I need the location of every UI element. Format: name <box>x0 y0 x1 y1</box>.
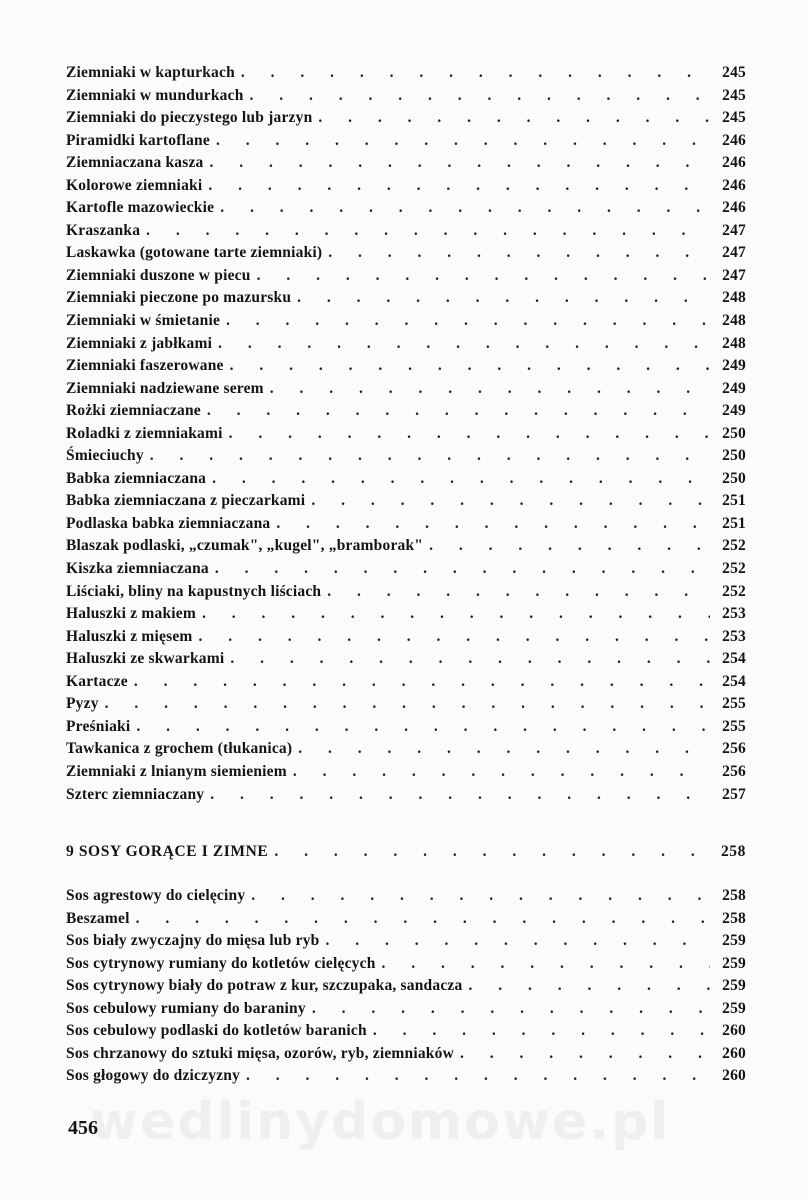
toc-entry-page: 248 <box>722 334 746 352</box>
toc-entry <box>66 513 746 536</box>
toc-entry-title: Sos cebulowy podlaski do kotletów baranich <box>66 1022 367 1040</box>
toc-entry-title: Blaszak podlaski, „czumak", „kugel", „bramborak" <box>66 537 424 555</box>
toc-entry-title: Ziemniaki pieczone po mazursku <box>66 289 292 307</box>
toc-entry-page: 249 <box>722 357 746 375</box>
toc-entry <box>66 953 746 976</box>
toc-entry-page: 249 <box>722 379 746 397</box>
leader-dots <box>250 85 710 108</box>
toc-entry-title: Kolorowe ziemniaki <box>66 176 203 194</box>
leader-dots <box>460 1043 710 1066</box>
toc-entry <box>66 287 746 310</box>
leader-dots <box>208 175 710 198</box>
toc-entry-page: 250 <box>722 447 746 465</box>
toc-entry-title: Sos agrestowy do cielęciny <box>66 887 246 904</box>
leader-dots <box>297 287 710 310</box>
leader-dots <box>199 626 710 649</box>
leader-dots <box>328 242 710 265</box>
toc-entry-title: Ziemniaki z jabłkami <box>66 334 213 352</box>
toc-entry-page: 256 <box>722 762 746 780</box>
toc-entry <box>66 62 746 85</box>
toc-entry-title: Sos cebulowy rumiany do baraniny <box>66 999 306 1017</box>
toc-entry <box>66 581 746 604</box>
toc-entry <box>66 355 746 378</box>
leader-dots <box>210 152 711 175</box>
leader-dots <box>105 693 710 716</box>
toc-entry-page: 259 <box>722 999 746 1017</box>
toc-entry-title: Kraszanka <box>66 221 141 239</box>
toc-entry <box>66 738 746 761</box>
leader-dots <box>136 716 710 739</box>
toc-entry-title: Piramidki kartoflane <box>66 131 210 149</box>
watermark: wedlinydomowe.pl <box>90 1092 671 1152</box>
toc-entry-page: 259 <box>722 932 746 950</box>
leader-dots <box>251 885 710 908</box>
toc-entry-title: Tawkanica z grochem (tłukanica) <box>66 740 293 758</box>
toc-entry-page: 248 <box>722 289 746 307</box>
leader-dots <box>382 953 710 976</box>
leader-dots <box>318 107 710 130</box>
toc-entry <box>66 558 746 581</box>
toc-entry <box>66 716 746 739</box>
toc-entry-title: Ziemniaki w śmietanie <box>66 312 221 330</box>
toc-entry <box>66 152 746 175</box>
leader-dots <box>298 738 710 761</box>
toc-entry-title: Kartofle mazowieckie <box>66 199 215 217</box>
leader-dots <box>136 908 710 931</box>
leader-dots <box>373 1020 710 1043</box>
toc-entry <box>66 242 746 265</box>
toc-entry <box>66 333 746 356</box>
leader-dots <box>429 535 710 558</box>
toc-entry-title: Roladki z ziemniakami <box>66 424 223 442</box>
leader-dots <box>216 130 710 153</box>
toc-entry-title: Ziemniaczana kasza <box>66 154 204 172</box>
toc-entry-title: Preśniaki <box>66 717 131 735</box>
toc-entry <box>66 761 746 784</box>
toc-entry <box>66 626 746 649</box>
toc-entry <box>66 998 746 1021</box>
toc-entry-page: 255 <box>722 717 746 735</box>
toc-entry-page: 248 <box>722 312 746 330</box>
leader-dots <box>257 265 710 288</box>
leader-dots <box>202 603 710 626</box>
toc-entry-page: 247 <box>722 244 746 262</box>
toc-entry <box>66 1020 746 1043</box>
toc-entry-title: Babka ziemniaczana <box>66 469 207 487</box>
toc-entry-title: Ziemniaki nadziewane serem <box>66 379 264 397</box>
toc-entry <box>66 490 746 513</box>
table-of-contents-part-2 <box>66 885 746 1088</box>
toc-entry <box>66 603 746 626</box>
leader-dots <box>468 975 710 998</box>
toc-entry-title: Szterc ziemniaczany <box>66 785 205 803</box>
toc-entry <box>66 535 746 558</box>
toc-entry-page: 249 <box>722 402 746 420</box>
toc-entry-page: 255 <box>722 695 746 713</box>
leader-dots <box>230 355 710 378</box>
toc-entry-title: Pyzy <box>66 695 99 713</box>
toc-entry <box>66 220 746 243</box>
page-number: 456 <box>68 1117 98 1139</box>
toc-entry-title: Rożki ziemniaczane <box>66 402 201 420</box>
toc-entry <box>66 107 746 130</box>
leader-dots <box>150 445 710 468</box>
toc-entry <box>66 885 746 908</box>
toc-entry <box>66 85 746 108</box>
toc-entry-page: 252 <box>722 537 746 555</box>
toc-entry-page: 246 <box>722 199 746 217</box>
toc-entry-page: 251 <box>722 492 746 510</box>
toc-entry <box>66 265 746 288</box>
toc-entry-title: Beszamel <box>66 909 130 927</box>
toc-entry <box>66 175 746 198</box>
toc-entry <box>66 310 746 333</box>
toc-entry-page: 254 <box>722 672 746 690</box>
toc-entry-title: Sos głogowy do dziczyzny <box>66 1067 241 1085</box>
toc-entry-title: Haluszki z mięsem <box>66 627 193 645</box>
leader-dots <box>220 197 710 220</box>
leader-dots <box>134 671 710 694</box>
toc-entry-page: 258 <box>722 887 746 904</box>
toc-entry-page: 246 <box>722 154 746 172</box>
leader-dots <box>311 490 710 513</box>
toc-entry-page: 247 <box>722 266 746 284</box>
leader-dots <box>276 513 710 536</box>
toc-entry-title: Ziemniaki duszone w piecu <box>66 266 251 284</box>
toc-entry <box>66 671 746 694</box>
toc-entry-title: Haluszki ze skwarkami <box>66 650 225 668</box>
toc-entry-page: 259 <box>722 977 746 995</box>
toc-entry-page: 260 <box>722 1044 746 1062</box>
toc-entry-title: Laskawka (gotowane tarte ziemniaki) <box>66 244 323 262</box>
toc-entry-title: Kiszka ziemniaczana <box>66 560 209 578</box>
leader-dots <box>270 378 710 401</box>
leader-dots <box>146 220 710 243</box>
toc-entry-title: Sos chrzanowy do sztuki mięsa, ozorów, ryb, ziemniaków <box>66 1044 454 1062</box>
toc-entry-page: 256 <box>722 740 746 758</box>
toc-entry <box>66 930 746 953</box>
toc-entry <box>66 197 746 220</box>
toc-entry-page: 254 <box>722 650 746 668</box>
toc-entry-page: 252 <box>722 582 746 600</box>
leader-dots <box>312 998 710 1021</box>
toc-entry <box>66 468 746 491</box>
toc-entry-page: 247 <box>722 221 746 239</box>
toc-entry <box>66 423 746 446</box>
toc-entry-title: Sos cytrynowy biały do potraw z kur, szczupaka, sandacza <box>66 977 463 995</box>
toc-entry <box>66 1043 746 1066</box>
toc-entry-page: 252 <box>722 560 746 578</box>
toc-entry-title: Ziemniaki w mundurkach <box>66 86 244 104</box>
toc-entry-title: Ziemniaki do pieczystego lub jarzyn <box>66 109 313 127</box>
toc-entry <box>66 130 746 153</box>
toc-entry-page: 253 <box>722 627 746 645</box>
leader-dots <box>293 761 710 784</box>
toc-entry-page: 260 <box>722 1067 746 1085</box>
leader-dots <box>218 333 710 356</box>
toc-entry-title: Haluszki z makiem <box>66 605 196 623</box>
toc-entry-page: 245 <box>722 64 746 81</box>
chapter-page: 258 <box>720 843 746 860</box>
toc-entry <box>66 693 746 716</box>
toc-entry-page: 257 <box>722 785 746 803</box>
leader-dots <box>241 62 710 85</box>
leader-dots <box>230 648 710 671</box>
toc-entry <box>66 975 746 998</box>
chapter-title: 9 SOSY GORĄCE I ZIMNE <box>66 843 269 860</box>
toc-entry <box>66 648 746 671</box>
toc-entry <box>66 445 746 468</box>
toc-entry-page: 250 <box>722 424 746 442</box>
chapter-heading <box>66 843 746 861</box>
toc-entry-page: 245 <box>722 109 746 127</box>
toc-entry <box>66 1065 746 1088</box>
toc-entry <box>66 908 746 931</box>
table-of-contents-part-1 <box>66 62 746 806</box>
toc-entry <box>66 400 746 423</box>
toc-entry-page: 251 <box>722 514 746 532</box>
toc-entry-title: Sos cytrynowy rumiany do kotletów cielęcych <box>66 954 376 972</box>
toc-entry-title: Babka ziemniaczana z pieczarkami <box>66 492 306 510</box>
toc-entry-title: Ziemniaki z lnianym siemieniem <box>66 762 287 780</box>
toc-entry-title: Śmieciuchy <box>66 447 144 465</box>
leader-dots <box>212 468 710 491</box>
toc-entry-title: Ziemniaki w kapturkach <box>66 64 235 81</box>
toc-entry-page: 246 <box>722 176 746 194</box>
toc-entry-page: 259 <box>722 954 746 972</box>
leader-dots <box>229 423 710 446</box>
toc-entry-page: 245 <box>722 86 746 104</box>
toc-entry-page: 258 <box>722 909 746 927</box>
toc-entry <box>66 378 746 401</box>
toc-entry-title: Podlaska babka ziemniaczana <box>66 514 271 532</box>
toc-entry-title: Sos biały zwyczajny do mięsa lub ryb <box>66 932 320 950</box>
toc-entry-page: 253 <box>722 605 746 623</box>
leader-dots <box>327 581 710 604</box>
leader-dots <box>226 310 710 333</box>
toc-entry-title: Ziemniaki faszerowane <box>66 357 224 375</box>
leader-dots <box>326 930 711 953</box>
leader-dots <box>274 843 710 861</box>
toc-entry-title: Liściaki, bliny na kapustnych liściach <box>66 582 322 600</box>
leader-dots <box>246 1065 710 1088</box>
toc-entry-page: 246 <box>722 131 746 149</box>
leader-dots <box>207 400 710 423</box>
toc-entry-title: Kartacze <box>66 672 128 690</box>
toc-entry <box>66 784 746 807</box>
leader-dots <box>215 558 710 581</box>
toc-entry-page: 260 <box>722 1022 746 1040</box>
toc-entry-page: 250 <box>722 469 746 487</box>
leader-dots <box>210 784 710 807</box>
